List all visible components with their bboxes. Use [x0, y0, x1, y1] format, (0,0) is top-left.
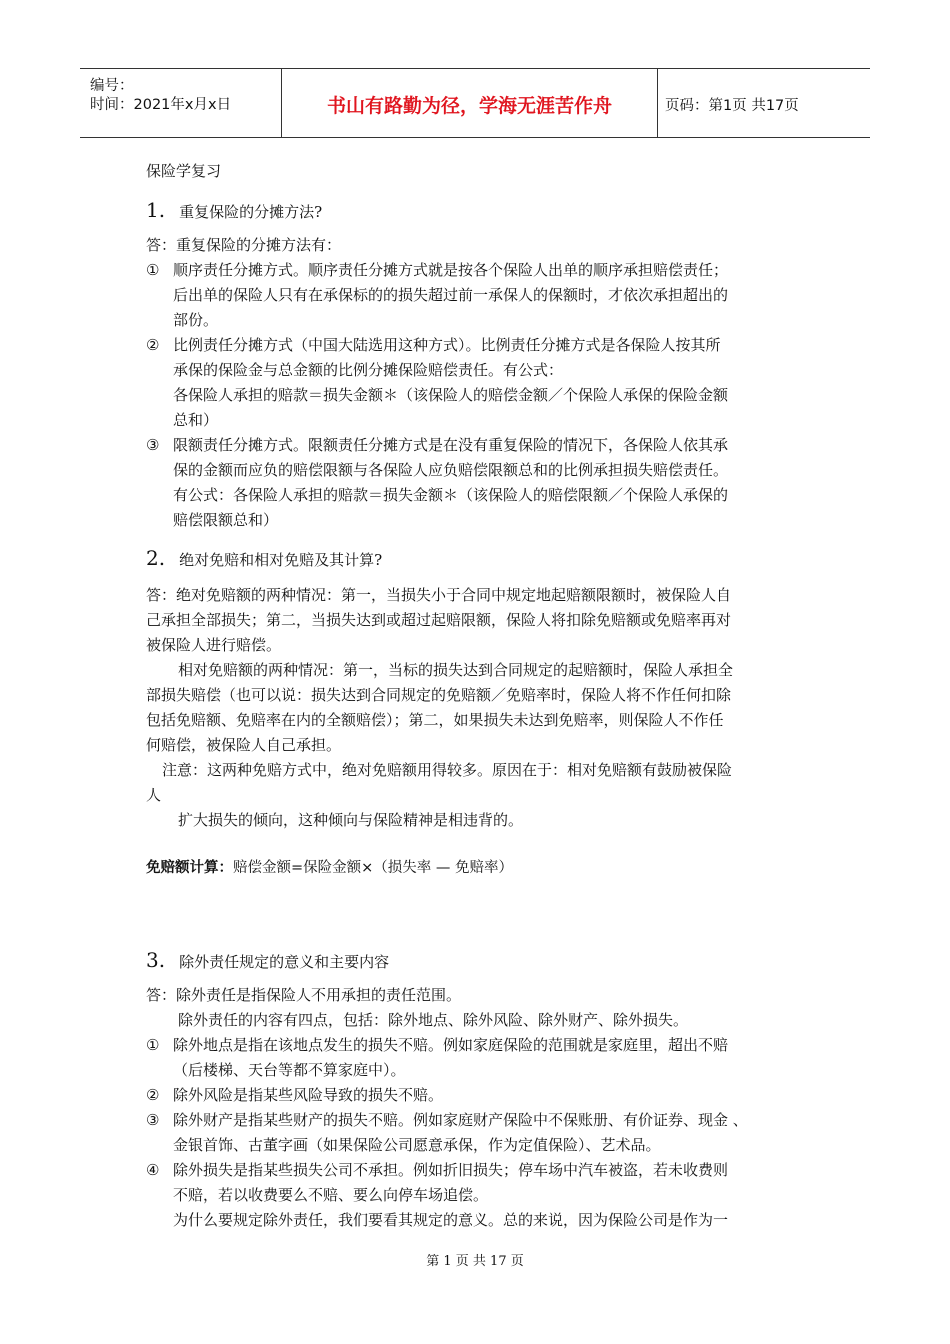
item-line: 限额责任分摊方式。限额责任分摊方式是在没有重复保险的情况下，各保险人依其承: [173, 436, 729, 454]
item-line: （后楼梯、天台等都不算家庭中）。: [173, 1061, 406, 1079]
deductible-formula: [146, 861, 513, 876]
paragraph-line: 扩大损失的倾向，这种倾向与保险精神是相违背的。: [178, 811, 524, 829]
paragraph-line: 除外责任的内容有四点，包括：除外地点、除外风险、除外财产、除外损失。: [178, 1011, 689, 1029]
section-1-number: 1.: [146, 198, 166, 222]
list-item: [146, 263, 728, 278]
item-line: 除外财产是指某些财产的损失不赔。例如家庭财产保险中不保账册、有价证券、现金 、: [173, 1111, 748, 1129]
page-footer: 第 1 页 共 17 页: [426, 1254, 524, 1269]
section-2-heading: [146, 546, 382, 570]
section-2-number: 2.: [146, 546, 166, 570]
paragraph-line: 何赔偿，被保险人自己承担。: [146, 736, 342, 754]
item-marker: ①: [146, 261, 160, 279]
section-3-heading: [146, 948, 389, 972]
closing-line: 为什么要规定除外责任，我们要看其规定的意义。总的来说，因为保险公司是作为一: [173, 1211, 729, 1229]
item-line: 顺序责任分摊方式。顺序责任分摊方式就是按各个保险人出单的顺序承担赔偿责任；: [173, 261, 729, 279]
header-meta: [80, 69, 280, 137]
paragraph-line: 被保险人进行赔偿。: [146, 636, 282, 654]
paragraph-line: 己承担全部损失；第二，当损失达到或超过起赔限额，保险人将扣除免赔额或免赔率再对: [146, 611, 732, 629]
page-header: [80, 68, 870, 138]
item-line: 金银首饰、古董字画（如果保险公司愿意承保，作为定值保险）、艺术品。: [173, 1136, 661, 1154]
item-line: 各保险人承担的赔款＝损失金额＊（该保险人的赔偿金额／个保险人承保的保险金额: [173, 386, 729, 404]
item-line: 赔偿限额总和）: [173, 511, 279, 529]
section-1-heading: [146, 198, 322, 222]
item-line: 有公式：各保险人承担的赔款＝损失金额＊（该保险人的赔偿限额／个保险人承保的: [173, 486, 729, 504]
item-marker: ①: [146, 1036, 160, 1054]
list-item: [146, 438, 728, 453]
doc-date: 时间：2021年x月x日: [90, 97, 232, 113]
item-line: 比例责任分摊方式（中国大陆选用这种方式）。比例责任分摊方式是各保险人按其所: [173, 336, 721, 354]
item-line: 保的金额而应负的赔偿限额与各保险人应负赔偿限额总和的比例承担损失赔偿责任。: [173, 461, 729, 479]
section-3-number: 3.: [146, 948, 166, 972]
paragraph-line: 相对免赔额的两种情况：第一，当标的损失达到合同规定的起赔额时，保险人承担全: [178, 661, 734, 679]
paragraph-line: 答：除外责任是指保险人不用承担的责任范围。: [146, 986, 462, 1004]
section-1-answer-intro: 答：重复保险的分摊方法有：: [146, 236, 342, 254]
formula-text: 赔偿金额=保险金额×（损失率 — 免赔率）: [233, 860, 514, 876]
list-item: [146, 338, 721, 353]
item-line: 除外地点是指在该地点发生的损失不赔。例如家庭保险的范围就是家庭里，超出不赔: [173, 1036, 729, 1054]
item-marker: ②: [146, 336, 160, 354]
paragraph-line: 部损失赔偿（也可以说：损失达到合同规定的免赔额／免赔率时，保险人将不作任何扣除: [146, 686, 732, 704]
header-motto-cell: [281, 69, 658, 137]
item-line: 后出单的保险人只有在承保标的的损失超过前一承保人的保额时，才依次承担超出的: [173, 286, 729, 304]
list-item: [146, 1088, 443, 1103]
doc-title: 保险学复习: [146, 162, 222, 180]
paragraph-line: 人: [146, 786, 162, 804]
item-line: 不赔，若以收费要么不赔、要么向停车场追偿。: [173, 1186, 489, 1204]
item-marker: ③: [146, 1111, 160, 1129]
page-info: 页码：第1页 共17页: [665, 98, 799, 114]
item-line: 除外损失是指某些损失公司不承担。例如折旧损失；停车场中汽车被盗，若未收费则: [173, 1161, 729, 1179]
item-line: 部份。: [173, 311, 219, 329]
item-marker: ②: [146, 1086, 160, 1104]
paragraph-line: 答：绝对免赔额的两种情况：第一，当损失小于合同中规定地起赔额限额时，被保险人自: [146, 586, 732, 604]
paragraph-line: 注意：这两种免赔方式中，绝对免赔额用得较多。原因在于：相对免赔额有鼓励被保险: [162, 761, 733, 779]
section-2-title: 绝对免赔和相对免赔及其计算?: [179, 551, 383, 569]
doc-number-label: 编号：: [90, 78, 134, 94]
formula-label: 免赔额计算：: [146, 860, 233, 876]
item-marker: ④: [146, 1161, 160, 1179]
list-item: [146, 1113, 748, 1128]
section-1-title: 重复保险的分摊方法?: [179, 203, 323, 221]
item-line: 总和）: [173, 411, 219, 429]
item-line: 承保的保险金与总金额的比例分摊保险赔偿责任。有公式：: [173, 361, 564, 379]
list-item: [146, 1163, 728, 1178]
paragraph-line: 包括免赔额、免赔率在内的全额赔偿）；第二，如果损失未达到免赔率，则保险人不作任: [146, 711, 724, 729]
motto: 书山有路勤为径，学海无涯苦作舟: [326, 95, 612, 117]
section-3-title: 除外责任规定的意义和主要内容: [179, 953, 390, 971]
list-item: [146, 1038, 728, 1053]
item-line: 除外风险是指某些风险导致的损失不赔。: [173, 1086, 444, 1104]
item-marker: ③: [146, 436, 160, 454]
